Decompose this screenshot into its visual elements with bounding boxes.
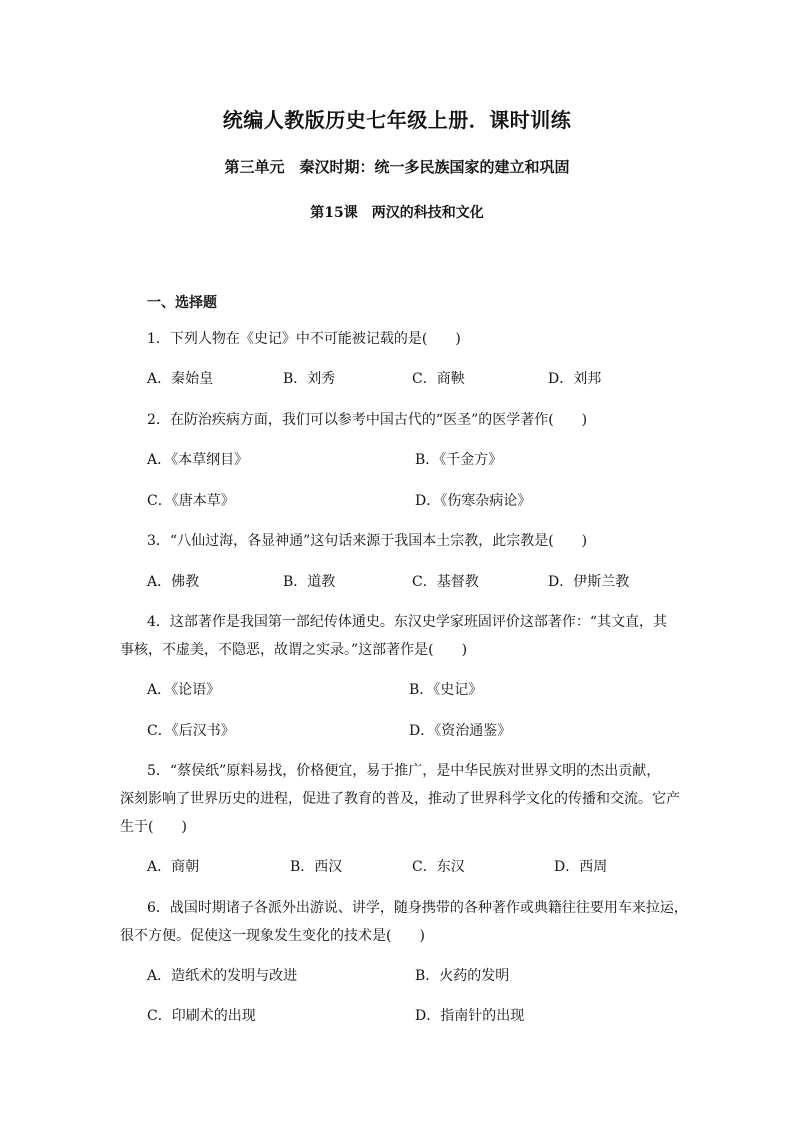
question-5-stem-line-2: 深刻影响了世界历史的进程，促进了教育的普及，推动了世界科学文化的传播和交流。它产 <box>120 791 680 807</box>
question-4-option-b: B．《史记》 <box>409 682 483 698</box>
question-6-stem-line-1: 6．战国时期诸子各派外出游说、讲学，随身携带的各种著作或典籍往往要用车来拉运， <box>147 900 688 916</box>
question-3-stem: 3．“八仙过海，各显神通”这句话来源于我国本土宗教，此宗教是( ) <box>147 533 588 549</box>
document-title: 统编人教版历史七年级上册．课时训练 <box>222 108 572 132</box>
question-2-option-a: A．《本草纲目》 <box>147 452 249 468</box>
question-2-stem: 2．在防治疾病方面，我们可以参考中国古代的“医圣”的医学著作( ) <box>147 412 588 428</box>
question-6-option-b: B．火药的发明 <box>415 968 510 984</box>
question-5-option-d: D．西周 <box>554 859 608 875</box>
question-2-option-b: B．《千金方》 <box>415 452 503 468</box>
question-3-option-a: A．佛教 <box>147 574 200 590</box>
question-4-stem-line-2: 事核，不虚美，不隐恶，故谓之实录。”这部著作是( ) <box>120 642 468 658</box>
question-6-option-a: A．造纸术的发明与改进 <box>147 968 298 984</box>
question-2-option-d: D．《伤寒杂病论》 <box>415 493 532 509</box>
question-4-option-c: C．《后汉书》 <box>147 723 235 739</box>
question-3-option-b: B．道教 <box>283 574 336 590</box>
question-5-stem-line-3: 生于( ) <box>120 819 187 835</box>
question-5-option-c: C．东汉 <box>412 859 465 875</box>
question-5-option-a: A．商朝 <box>147 859 200 875</box>
question-1-option-b: B．刘秀 <box>283 371 336 387</box>
question-4-stem-line-1: 4．这部著作是我国第一部纪传体通史。东汉史学家班固评价这部著作：“其文直，其 <box>147 614 668 630</box>
question-5-stem-line-1: 5．“蔡侯纸”原料易找，价格便宜，易于推广，是中华民族对世界文明的杰出贡献， <box>147 763 661 779</box>
question-6-option-c: C．印刷术的出现 <box>147 1008 256 1024</box>
question-6-option-d: D．指南针的出现 <box>415 1008 525 1024</box>
question-5-option-b: B．西汉 <box>290 859 343 875</box>
question-1-option-a: A．秦始皇 <box>147 371 214 387</box>
question-1-option-d: D．刘邦 <box>548 371 602 387</box>
question-1-option-c: C．商鞅 <box>412 371 465 387</box>
question-4-option-a: A．《论语》 <box>147 682 221 698</box>
section-heading: 一、选择题 <box>147 295 217 311</box>
question-6-stem-line-2: 很不方便。促使这一现象发生变化的技术是( ) <box>120 928 425 944</box>
question-4-option-d: D．《资治通鉴》 <box>409 723 512 739</box>
question-3-option-c: C．基督教 <box>412 574 479 590</box>
lesson-heading: 第15课 两汉的科技和文化 <box>310 205 484 221</box>
question-3-option-d: D．伊斯兰教 <box>548 574 630 590</box>
question-2-option-c: C．《唐本草》 <box>147 493 235 509</box>
unit-heading: 第三单元 秦汉时期：统一多民族国家的建立和巩固 <box>224 158 570 176</box>
question-1-stem: 1．下列人物在《史记》中不可能被记载的是( ) <box>147 331 461 347</box>
